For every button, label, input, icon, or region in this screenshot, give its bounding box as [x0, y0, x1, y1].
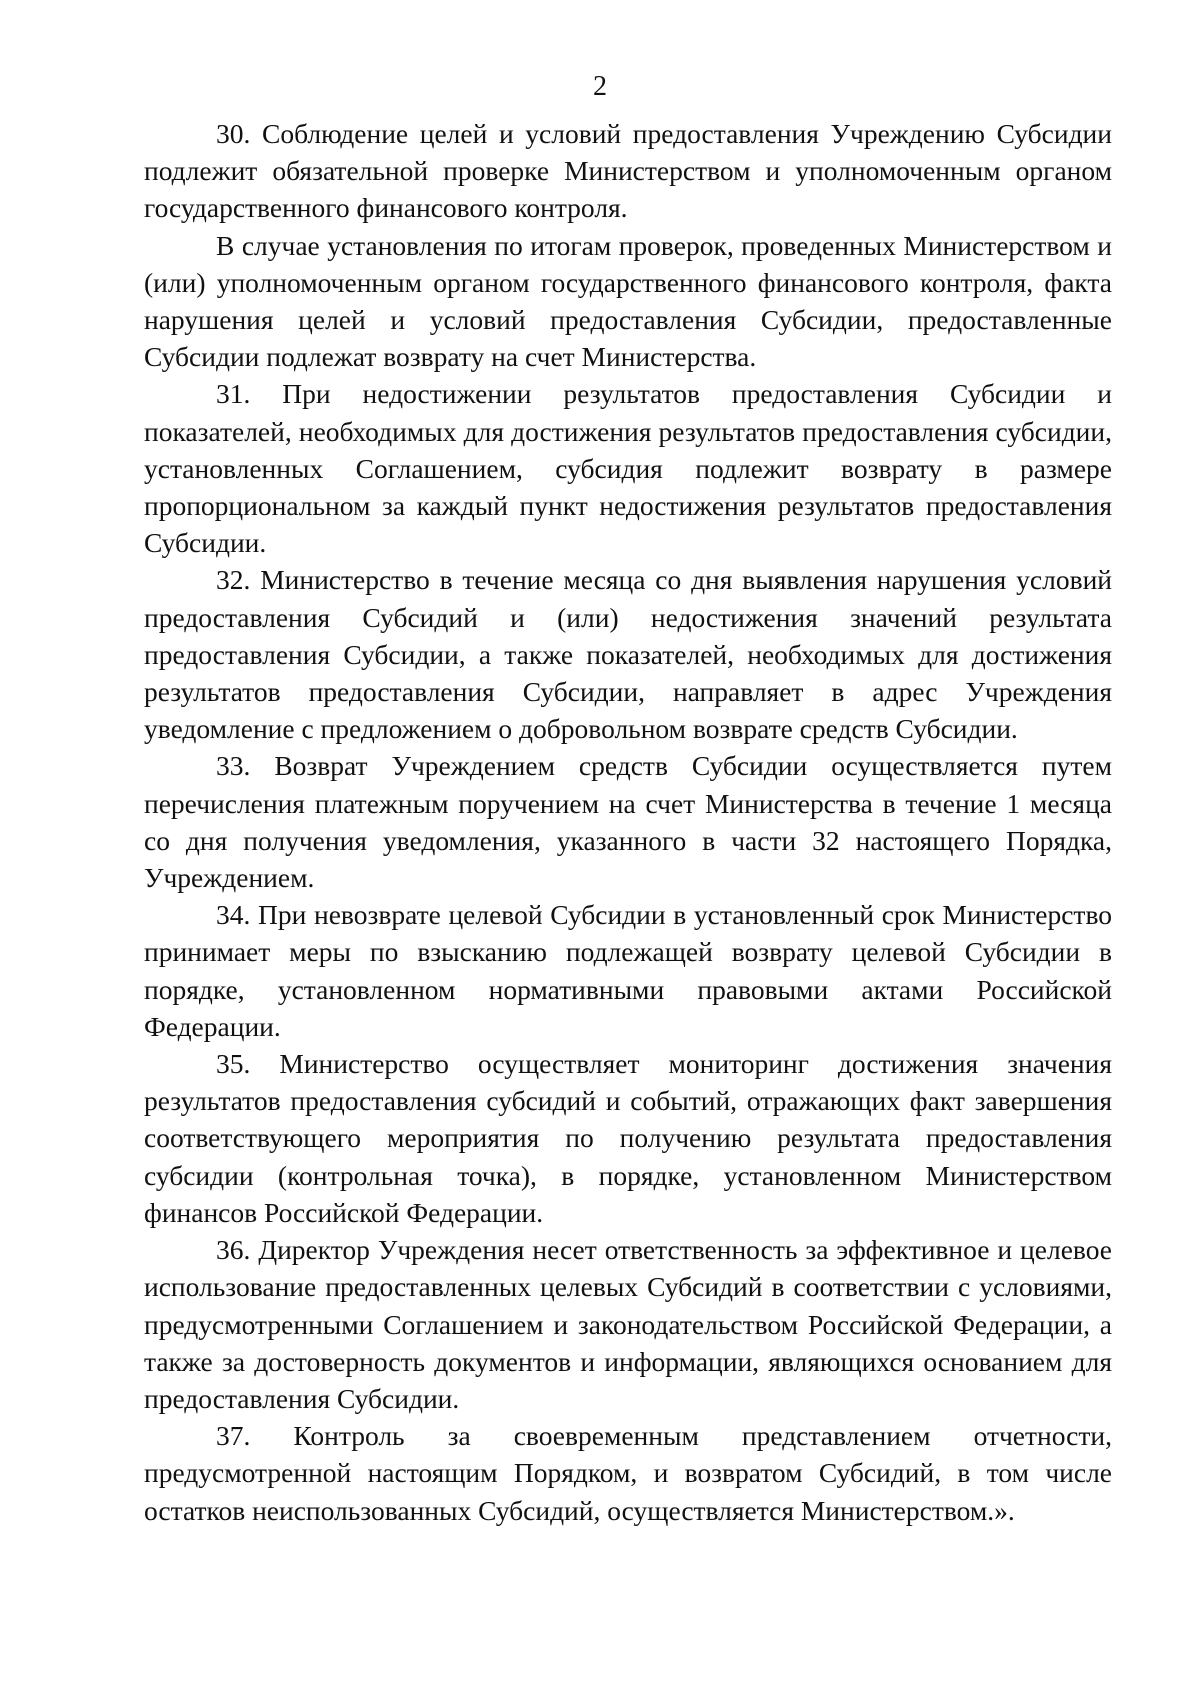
paragraph-32: 32. Министерство в течение месяца со дня выявления нарушения условий предоставления Субсидий и (или) недостижения значений результата предоставления Субсидии, а также показателей, необходимых для достижения результатов предоставления Субсидии, направляет в адрес Учреждения уведомление с предложением о добровольном возврате средств Субсидии.	[144, 564, 1112, 745]
paragraph-30-continuation: В случае установления по итогам проверок, проведенных Министерством и (или) уполномоченным органом государственного финансового контроля, факта нарушения целей и условий предоставления Субсидии, предоставленные Субсидии подлежат возврату на счет Министерства.	[144, 229, 1112, 373]
paragraph-34: 34. При невозврате целевой Субсидии в установленный срок Министерство принимает меры по взысканию подлежащей возврату целевой Субсидии в порядке, установленном нормативными правовыми актами Российской Федерации.	[144, 899, 1112, 1042]
paragraph-33: 33. Возврат Учреждением средств Субсидии осуществляется путем перечисления платежным поручением на счет Министерства в течение 1 месяца со дня получения уведомления, указанного в части 32 настоящего Порядка, Учреждением.	[144, 750, 1112, 894]
paragraph-31: 31. При недостижении результатов предоставления Субсидии и показателей, необходимых для достижения результатов предоставления субсидии, установленных Соглашением, субсидия подлежит возврату в размере пропорциональном за каждый пункт недостижения результатов предоставления Субсидии.	[144, 378, 1112, 559]
paragraph-36: 36. Директор Учреждения несет ответственность за эффективное и целевое использование предоставленных целевых Субсидий в соответствии с условиями, предусмотренными Соглашением и законодательством Российской Федерации, а также за достоверность документов и информации, являющихся основанием для предоставления Субсидии.	[144, 1234, 1112, 1414]
page-number: 2	[593, 71, 607, 102]
paragraph-30: 30. Соблюдение целей и условий предоставления Учреждению Субсидии подлежит обязательной проверке Министерством и уполномоченным органом государственного финансового контроля.	[144, 118, 1112, 224]
paragraph-37: 37. Контроль за своевременным представлением отчетности, предусмотренной настоящим Порядком, и возвратом Субсидий, в том числе остатков неиспользованных Субсидий, осуществляется Министерством.».	[144, 1420, 1112, 1526]
paragraph-35: 35. Министерство осуществляет мониторинг достижения значения результатов предоставления субсидий и событий, отражающих факт завершения соответствующего мероприятия по получению результата предоставления субсидии (контрольная точка), в порядке, установленном Министерством финансов Российской Федерации.	[144, 1048, 1112, 1228]
document-body	[144, 115, 1112, 1529]
